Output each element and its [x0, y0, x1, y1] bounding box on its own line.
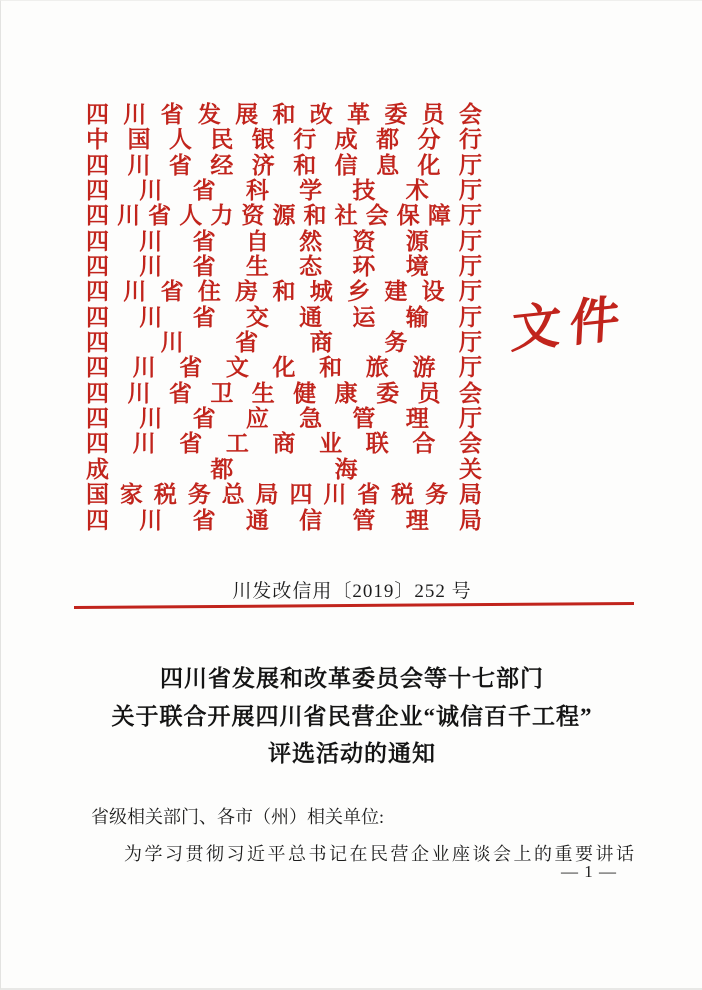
wenjian-stamp: 文件 [509, 289, 630, 359]
agency-row [86, 431, 482, 456]
title-line-3: 评选活动的通知 [268, 741, 436, 766]
agency-char: 健 [293, 380, 317, 406]
agency-char: 税 [153, 482, 177, 508]
agency-char: 展 [235, 102, 259, 127]
agency-char: 四 [86, 203, 109, 229]
agency-row [86, 102, 482, 127]
agency-row [86, 203, 482, 228]
agency-row [86, 153, 482, 178]
agency-char: 厅 [459, 355, 482, 381]
agency-row [86, 406, 482, 431]
agency-char: 四 [86, 178, 109, 204]
agency-char: 川 [123, 279, 147, 305]
agency-char: 省 [192, 406, 216, 432]
agency-char: 省 [235, 330, 259, 356]
agency-char: 川 [139, 406, 163, 432]
agency-char: 海 [334, 456, 358, 482]
agency-char: 成 [334, 127, 358, 153]
agency-char: 厅 [458, 279, 482, 305]
agency-char: 四 [86, 330, 109, 356]
title-line-1: 四川省发展和改革委员会等十七部门 [160, 666, 544, 691]
agency-char: 局 [255, 482, 279, 508]
agency-char: 社 [334, 203, 358, 229]
agency-char: 厅 [458, 330, 482, 356]
agency-row [86, 508, 482, 533]
agency-row [86, 330, 482, 355]
agency-char: 和 [272, 102, 296, 127]
agency-char: 源 [272, 203, 296, 229]
agency-char: 务 [384, 330, 408, 356]
agency-char: 旅 [365, 355, 389, 381]
agency-char: 员 [417, 380, 441, 406]
salutation: 省级相关部门、各市（州）相关单位: [91, 807, 384, 827]
agency-char: 工 [225, 431, 249, 457]
agency-char: 业 [319, 431, 343, 457]
agency-char: 理 [405, 507, 429, 533]
agency-char: 和 [303, 203, 327, 229]
agency-char: 通 [299, 304, 323, 330]
agency-char: 生 [251, 380, 275, 406]
agency-char: 乡 [347, 279, 371, 305]
agency-char: 四 [86, 355, 109, 381]
agency-char: 和 [319, 355, 343, 381]
agency-char: 川 [139, 507, 163, 533]
letterhead-agency-list [86, 102, 482, 533]
agency-char: 省 [192, 304, 216, 330]
title-line-2: 关于联合开展四川省民营企业“诚信百千工程” [111, 703, 593, 729]
agency-char: 省 [192, 254, 216, 280]
agency-char: 川 [117, 203, 141, 229]
agency-char: 省 [179, 355, 203, 381]
agency-char: 息 [376, 152, 400, 178]
agency-char: 信 [299, 507, 323, 533]
agency-char: 银 [251, 127, 275, 153]
agency-char: 科 [245, 178, 269, 204]
agency-row [86, 482, 482, 507]
agency-char: 境 [405, 254, 429, 280]
agency-row [86, 279, 482, 304]
agency-char: 交 [245, 304, 269, 330]
agency-char: 四 [289, 482, 313, 508]
agency-char: 技 [352, 178, 376, 204]
agency-row [86, 178, 482, 203]
agency-char: 游 [412, 355, 436, 381]
agency-char: 四 [86, 152, 109, 178]
agency-char: 环 [352, 254, 376, 280]
agency-char: 保 [396, 203, 420, 229]
agency-char: 省 [179, 431, 203, 457]
agency-char: 委 [376, 380, 400, 406]
agency-char: 化 [272, 355, 296, 381]
agency-char: 经 [210, 152, 234, 178]
agency-char: 家 [119, 482, 143, 508]
agency-row [86, 127, 482, 152]
agency-char: 厅 [458, 228, 482, 254]
agency-char: 住 [197, 279, 221, 305]
agency-char: 然 [299, 228, 323, 254]
agency-char: 四 [86, 304, 109, 330]
agency-char: 国 [86, 482, 109, 508]
agency-char: 成 [86, 456, 109, 482]
agency-char: 行 [458, 127, 482, 153]
agency-char: 和 [293, 152, 317, 178]
agency-char: 建 [384, 279, 408, 305]
agency-char: 局 [458, 507, 482, 533]
agency-char: 人 [179, 203, 203, 229]
agency-char: 国 [127, 127, 151, 153]
agency-row [86, 254, 482, 279]
agency-char: 分 [417, 127, 441, 153]
agency-char: 省 [160, 102, 184, 127]
body-paragraph: 为学习贯彻习近平总书记在民营企业座谈会上的重要讲话 [124, 844, 637, 864]
document-title [1, 660, 702, 773]
agency-char: 输 [405, 304, 429, 330]
agency-char: 学 [299, 178, 323, 204]
agency-char: 应 [245, 406, 269, 432]
agency-char: 员 [421, 102, 445, 127]
agency-char: 总 [221, 482, 245, 508]
agency-char: 康 [334, 380, 358, 406]
agency-char: 理 [405, 406, 429, 432]
agency-char: 化 [417, 152, 441, 178]
agency-row [86, 355, 482, 380]
agency-char: 四 [86, 102, 109, 127]
agency-char: 委 [384, 102, 408, 127]
agency-char: 川 [132, 355, 156, 381]
agency-char: 都 [376, 127, 400, 153]
agency-char: 管 [352, 406, 376, 432]
agency-char: 房 [235, 279, 259, 305]
agency-char: 管 [352, 507, 376, 533]
agency-char: 卫 [210, 380, 234, 406]
agency-char: 川 [139, 178, 163, 204]
agency-char: 资 [352, 228, 376, 254]
agency-char: 人 [168, 127, 192, 153]
agency-char: 术 [405, 178, 429, 204]
agency-char: 联 [365, 431, 389, 457]
agency-char: 行 [293, 127, 317, 153]
agency-char: 四 [86, 279, 109, 305]
agency-char: 会 [459, 431, 482, 457]
agency-char: 厅 [458, 406, 482, 432]
agency-char: 城 [309, 279, 333, 305]
agency-char: 资 [241, 203, 265, 229]
agency-char: 信 [334, 152, 358, 178]
agency-char: 源 [405, 228, 429, 254]
agency-char: 省 [148, 203, 172, 229]
agency-char: 川 [123, 102, 147, 127]
agency-char: 运 [352, 304, 376, 330]
agency-char: 厅 [458, 203, 482, 229]
agency-char: 四 [86, 406, 109, 432]
agency-char: 会 [458, 102, 482, 127]
agency-char: 四 [86, 507, 109, 533]
agency-char: 革 [347, 102, 371, 127]
agency-char: 会 [365, 203, 389, 229]
agency-char: 生 [245, 254, 269, 280]
agency-row [86, 229, 482, 254]
agency-row [86, 305, 482, 330]
agency-char: 设 [421, 279, 445, 305]
page-number: — 1 — [561, 862, 617, 881]
agency-char: 都 [210, 456, 234, 482]
red-divider-line [74, 602, 634, 609]
agency-char: 务 [425, 482, 449, 508]
agency-char: 务 [187, 482, 211, 508]
agency-char: 力 [210, 203, 234, 229]
agency-char: 中 [86, 127, 109, 153]
agency-char: 川 [127, 380, 151, 406]
agency-char: 会 [458, 380, 482, 406]
agency-char: 省 [192, 178, 216, 204]
agency-char: 省 [168, 380, 192, 406]
agency-char: 省 [192, 228, 216, 254]
agency-char: 厅 [458, 304, 482, 330]
agency-char: 改 [309, 102, 333, 127]
agency-char: 川 [139, 304, 163, 330]
agency-char: 四 [86, 380, 109, 406]
agency-char: 局 [458, 482, 482, 508]
agency-row [86, 381, 482, 406]
agency-char: 障 [427, 203, 451, 229]
agency-row [86, 457, 482, 482]
agency-char: 厅 [458, 254, 482, 280]
agency-char: 商 [309, 330, 333, 356]
agency-char: 急 [299, 406, 323, 432]
agency-char: 民 [210, 127, 234, 153]
agency-char: 通 [245, 507, 269, 533]
agency-char: 省 [357, 482, 381, 508]
agency-char: 川 [139, 228, 163, 254]
agency-char: 关 [458, 456, 482, 482]
agency-char: 税 [391, 482, 415, 508]
agency-char: 自 [245, 228, 269, 254]
agency-char: 厅 [458, 178, 482, 204]
agency-char: 川 [127, 152, 151, 178]
agency-char: 合 [412, 431, 436, 457]
agency-char: 省 [192, 507, 216, 533]
doc-number: 川发改信用〔2019〕252 号 [232, 581, 472, 602]
agency-char: 省 [160, 279, 184, 305]
agency-char: 四 [86, 228, 109, 254]
agency-char: 四 [86, 431, 109, 457]
agency-char: 四 [86, 254, 109, 280]
agency-char: 态 [299, 254, 323, 280]
agency-char: 发 [197, 102, 221, 127]
agency-char: 川 [323, 482, 347, 508]
agency-char: 川 [132, 431, 156, 457]
agency-char: 济 [251, 152, 275, 178]
agency-char: 和 [272, 279, 296, 305]
agency-char: 商 [272, 431, 296, 457]
agency-char: 川 [160, 330, 184, 356]
agency-char: 文 [225, 355, 249, 381]
agency-char: 省 [168, 152, 192, 178]
agency-char: 厅 [458, 152, 482, 178]
agency-char: 川 [139, 254, 163, 280]
